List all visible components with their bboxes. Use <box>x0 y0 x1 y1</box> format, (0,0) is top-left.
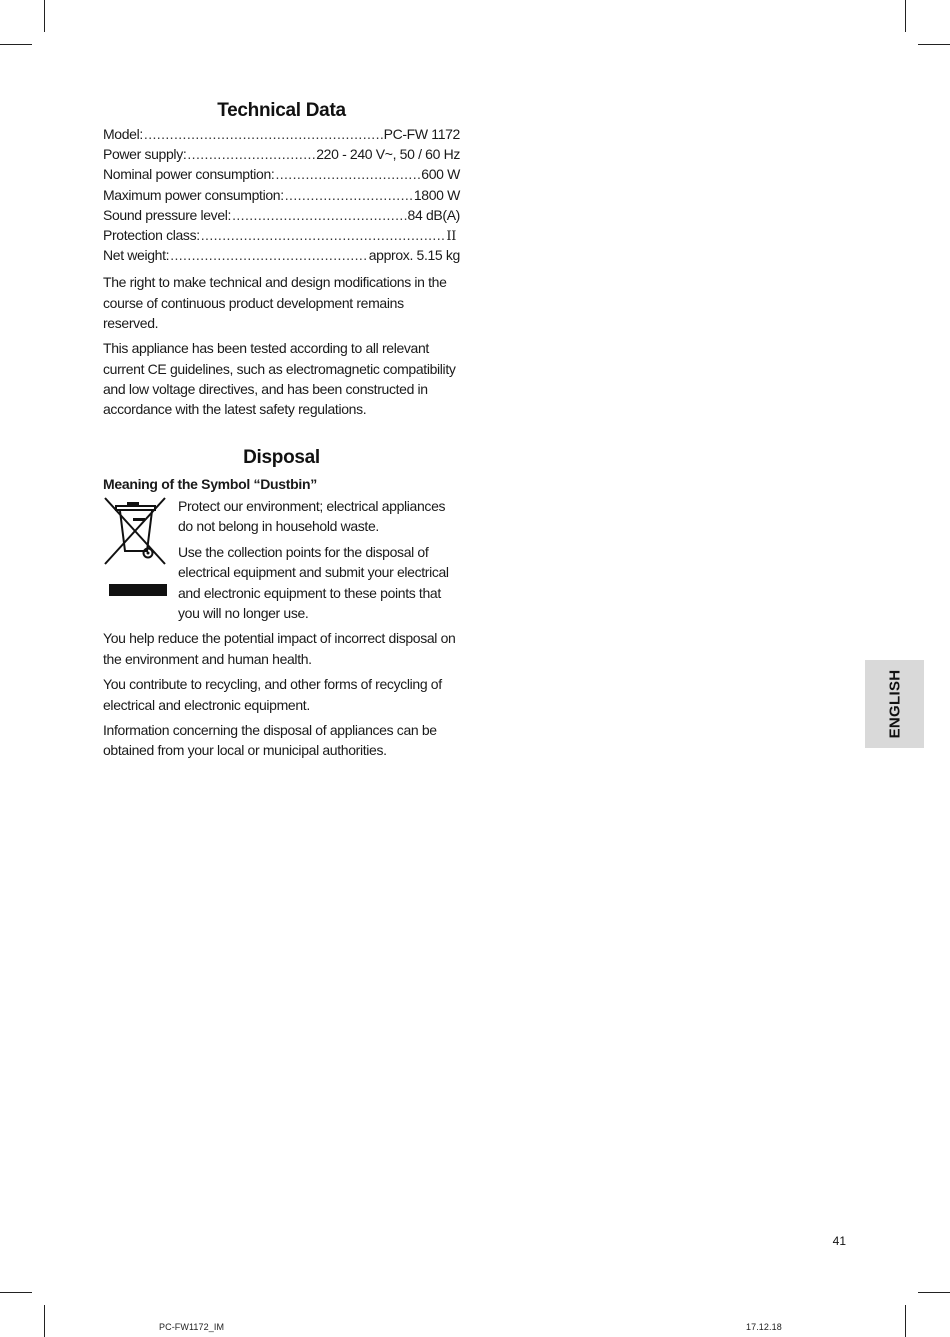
crop-mark <box>905 0 906 32</box>
dot-leader <box>285 187 413 203</box>
dot-leader <box>232 207 406 223</box>
crop-mark <box>0 1292 32 1293</box>
spec-label: Protection class: <box>103 226 200 243</box>
spec-value: 600 W <box>421 166 460 183</box>
spec-value: approx. 5.15 kg <box>368 247 460 264</box>
spec-row-maximum-power <box>103 187 460 207</box>
spec-label: Power supply: <box>103 146 187 163</box>
spec-label: Maximum power consumption: <box>103 186 284 203</box>
spec-value: PC-FW 1172 <box>383 126 460 142</box>
spec-label: Nominal power consumption: <box>103 166 275 183</box>
crop-mark <box>44 1305 45 1337</box>
spec-value: 84 dB(A) <box>407 206 460 223</box>
spec-value: 220 - 240 V~, 50 / 60 Hz <box>316 146 460 163</box>
crop-mark <box>905 1305 906 1337</box>
dustbin-symbol-block <box>103 496 460 623</box>
crop-mark <box>918 44 950 45</box>
crop-mark <box>44 0 45 32</box>
technical-data-heading: Technical Data <box>217 100 346 121</box>
language-tab-label: ENGLISH <box>886 669 903 739</box>
dot-leader <box>275 166 420 182</box>
disposal-paragraph: You contribute to recycling, and other forms of recycling of electrical and electronic equipment. <box>103 676 442 713</box>
spec-label: Net weight: <box>103 247 170 264</box>
footer-date: 17.12.18 <box>746 1322 782 1332</box>
spec-row-nominal-power <box>103 166 460 186</box>
symbol-paragraph: Use the collection points for the disposal of electrical equipment and submit your electrical and electronic equipment to these points that you will no longer use. <box>178 544 449 621</box>
dot-leader <box>187 146 315 162</box>
crossed-out-wheelie-bin-icon <box>103 496 178 598</box>
footer-document-id: PC-FW1172_IM <box>159 1322 225 1332</box>
crop-mark <box>0 44 32 45</box>
disposal-heading: Disposal <box>243 447 320 469</box>
dustbin-symbol-text <box>178 496 460 623</box>
crop-mark <box>918 1292 950 1293</box>
spec-label: Sound pressure level: <box>103 206 232 223</box>
dot-leader <box>201 227 446 243</box>
disposal-paragraph: You help reduce the potential impact of incorrect disposal on the environment and human health. <box>103 630 456 667</box>
spec-value: 1800 W <box>413 186 460 203</box>
spec-row-power-supply <box>103 146 460 166</box>
content-column <box>103 96 460 761</box>
page-number: 41 <box>832 1234 846 1248</box>
dustbin-symbol-subheading: Meaning of the Symbol “Dustbin” <box>103 476 317 493</box>
spec-list <box>103 126 460 267</box>
spec-value: II <box>446 228 456 244</box>
spec-row-net-weight <box>103 247 460 267</box>
spec-row-sound-pressure <box>103 207 460 227</box>
symbol-paragraph: Protect our environment; electrical appliances do not belong in household waste. <box>178 498 446 535</box>
spec-row-protection-class <box>103 227 460 247</box>
ce-compliance-note: This appliance has been tested according to all relevant current CE guidelines, such as electromagnetic compatibility and low voltage directives, and has been constructed in accordance with the latest safety regulations. <box>103 340 456 418</box>
dot-leader <box>144 126 383 142</box>
spec-row-model <box>103 126 460 146</box>
modifications-note: The right to make technical and design modifications in the course of continuous product development remains reserved. <box>103 274 447 331</box>
dot-leader <box>170 247 368 263</box>
spec-label: Model: <box>103 126 143 142</box>
disposal-paragraph: Information concerning the disposal of appliances can be obtained from your local or municipal authorities. <box>103 722 437 759</box>
language-tab <box>865 660 924 748</box>
